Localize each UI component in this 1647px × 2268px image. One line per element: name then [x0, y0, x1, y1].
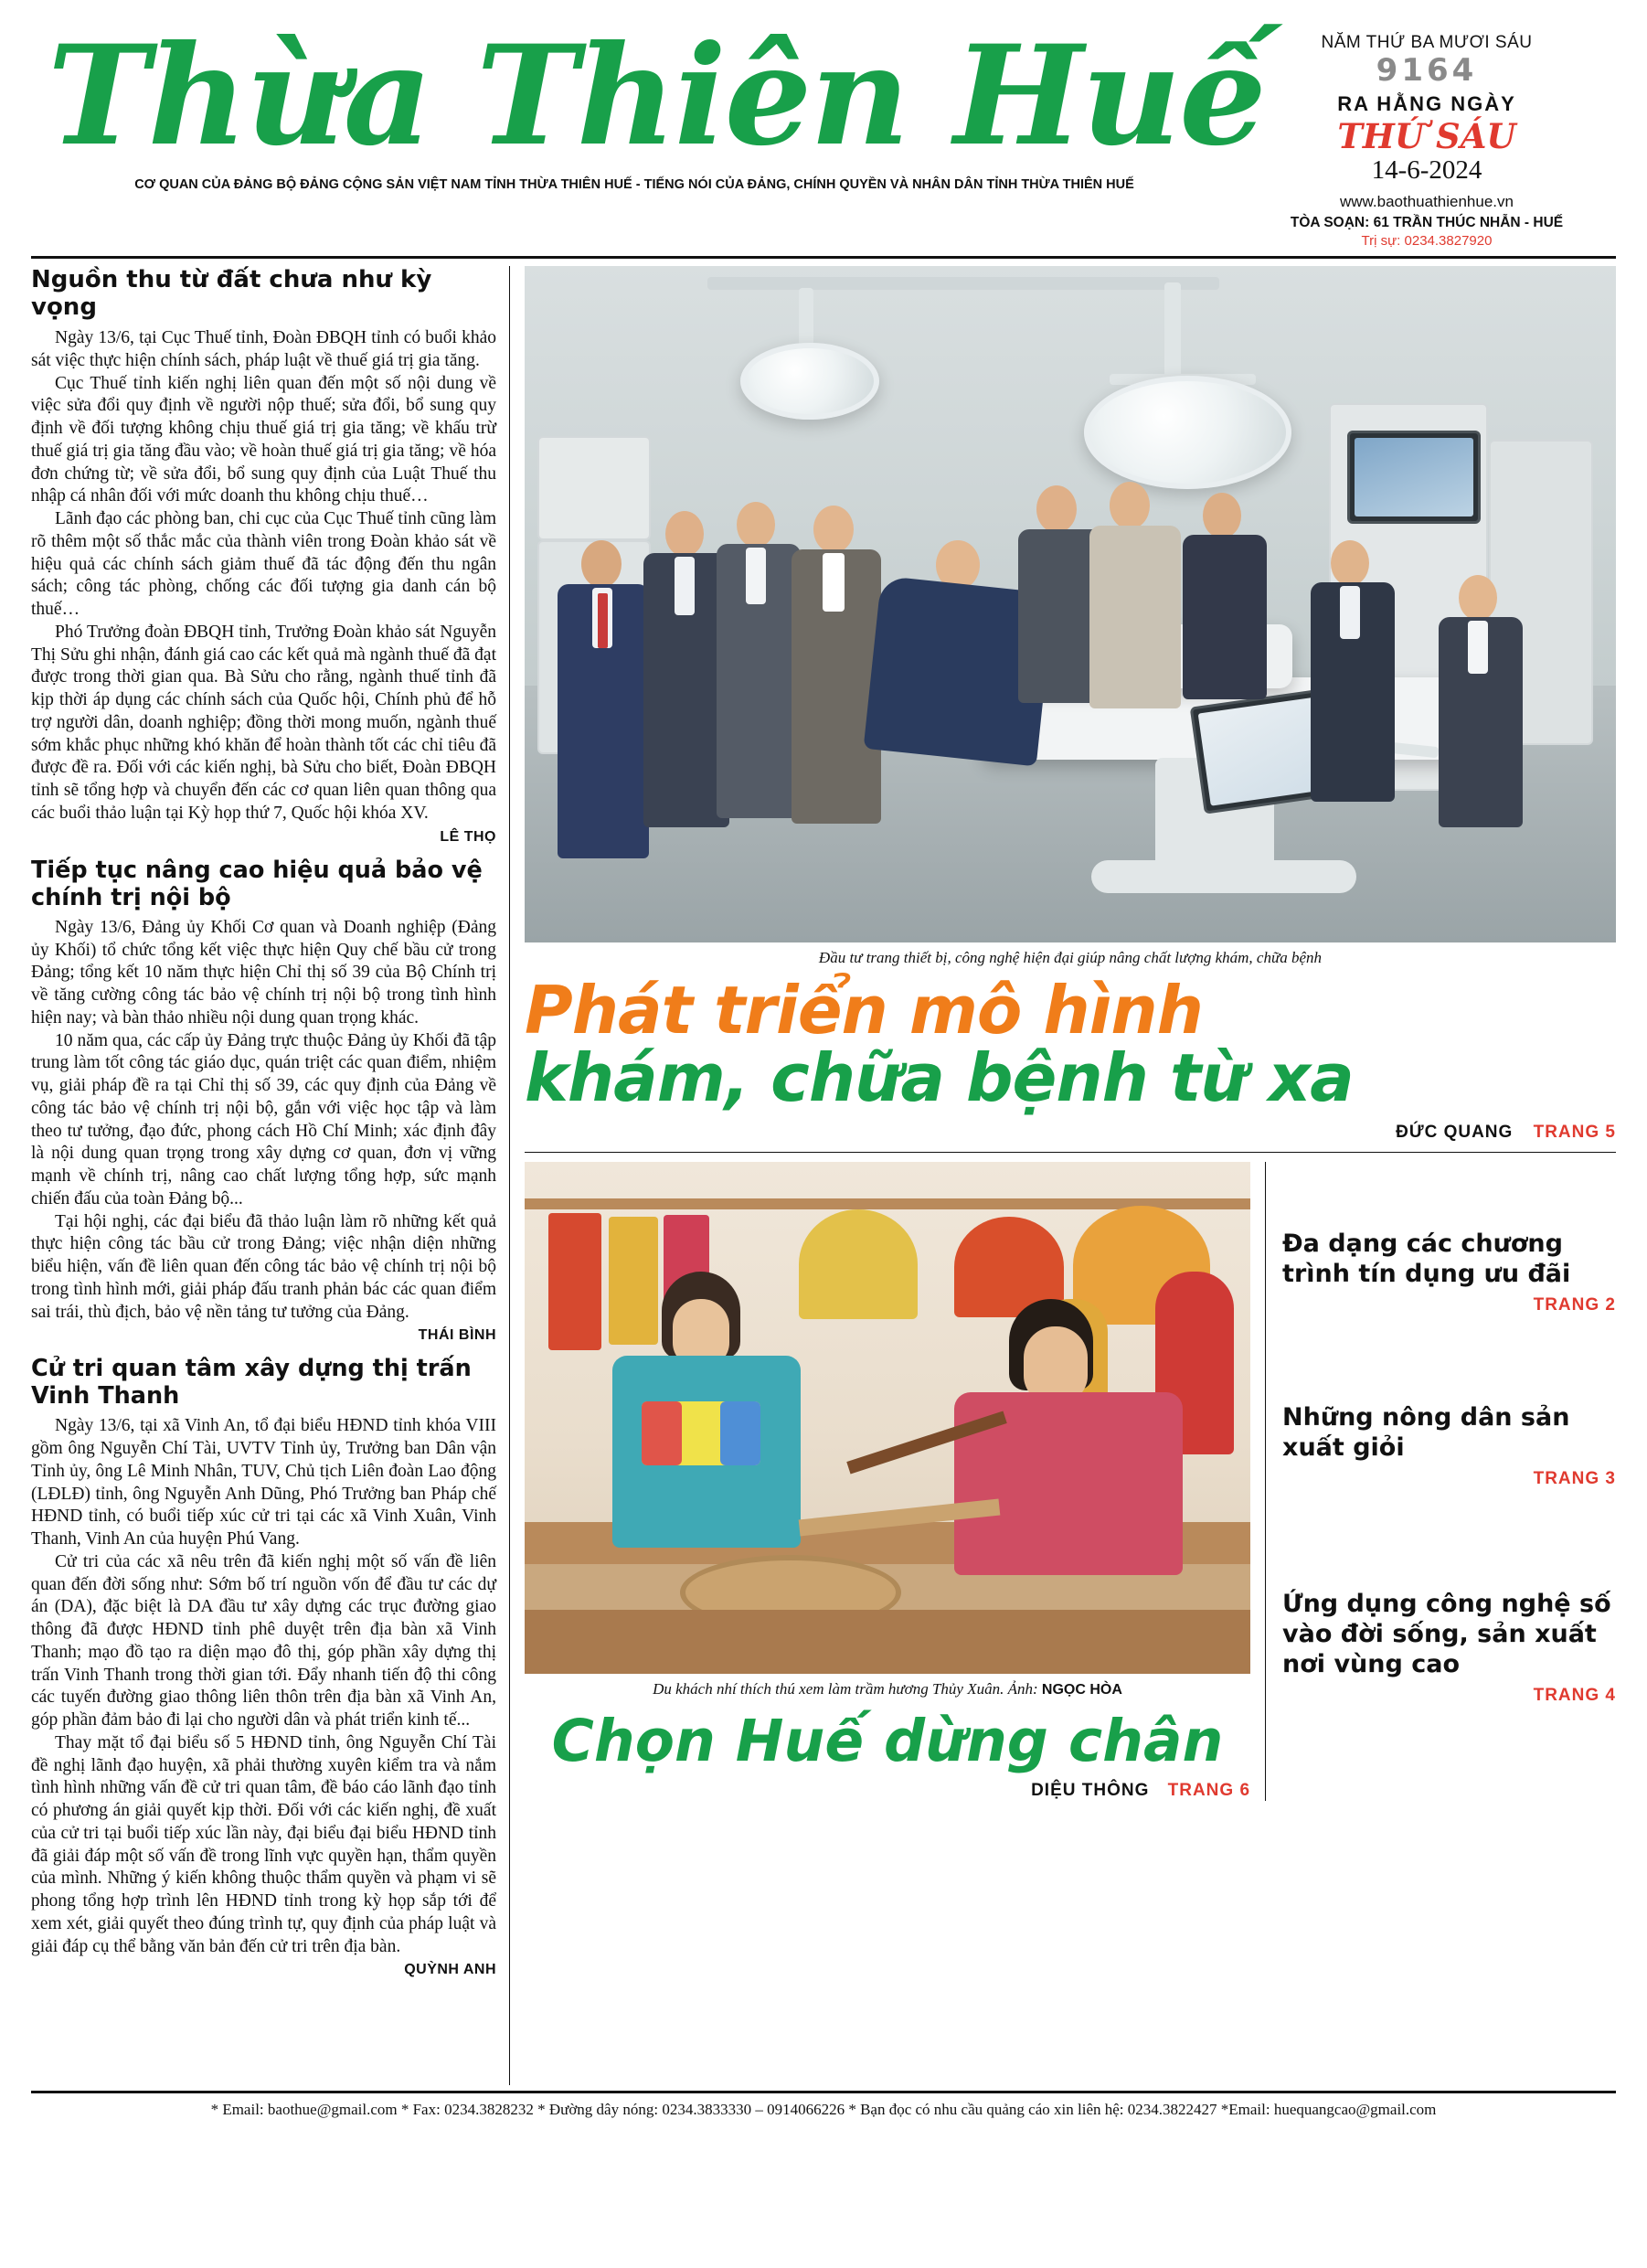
article-byline: THÁI BÌNH [418, 1327, 496, 1344]
main-headline-line1: Phát triển mô hình [525, 971, 1203, 1049]
main-photo-operating-room [525, 266, 1616, 942]
article-paragraph: Ngày 13/6, tại Cục Thuế tỉnh, Đoàn ĐBQH tỉnh có buổi khảo sát việc thực hiện chính sách, pháp luật về thuế giá trị gia tăng. [31, 328, 496, 370]
office-address: TÒA SOẠN: 61 TRẦN THÚC NHẪN - HUẾ [1290, 214, 1564, 230]
main-story-byline [525, 1123, 1616, 1143]
article-byline: LÊ THỌ [440, 828, 496, 845]
teaser-page-ref[interactable]: TRANG 2 [1533, 1294, 1616, 1315]
office-phone: Trị sự: 0234.3827920 [1361, 232, 1493, 249]
masthead-left [31, 16, 1265, 192]
article-paragraph: Tại hội nghị, các đại biểu đã thảo luận làm rõ những kết quả thực hiện công tác bầu cử trong Đảng; việc nhận diện những biểu hiện, vấn đề liên quan đến công tác bảo vệ chính trị nội bộ trong tình hình mới, giải pháp đấu tranh phản bác các quan điểm sai trái, thù địch, bảo vệ nền tảng tư tưởng của Đảng. [31, 1211, 496, 1322]
bottom-section [525, 1162, 1616, 1801]
issue-year-label: NĂM THỨ BA MƯƠI SÁU [1321, 33, 1533, 52]
secondary-story-byline [525, 1781, 1250, 1801]
teaser-item[interactable] [1282, 1590, 1616, 1706]
secondary-photo-incense [525, 1162, 1250, 1674]
teaser-title: Những nông dân sản xuất giỏi [1282, 1402, 1570, 1462]
article-headline[interactable]: Cử tri quan tâm xây dựng thị trấn Vinh Thanh [31, 1355, 472, 1411]
article-paragraph: Cử tri của các xã nêu trên đã kiến nghị một số vấn đề liên quan đến đời sống như: Sớm bố trí nguồn vốn để đầu tư các dự án (DA), đặc biệt là DA đầu tư xây dựng các trục đường giao thông đã được HĐND tỉnh phê duyệt trên địa bàn xã Vinh Thanh; mạo đồ tạo ra diện mạo đô thị, góp phần xây dựng thị trấn Vinh Thanh trong thời gian tới. Đẩy nhanh tiến độ thi công các tuyến đường giao thông liên thôn trên địa bàn xã Vinh An, góp phần đảm bảo đi lại cho người dân và phát triển kinh tế... [31, 1551, 496, 1730]
secondary-caption-text: Du khách nhí thích thú xem làm trầm hương Thủy Xuân. Ảnh: [653, 1680, 1042, 1698]
masthead [31, 16, 1616, 250]
right-column [510, 266, 1616, 2085]
teaser-page-ref[interactable]: TRANG 3 [1533, 1468, 1616, 1488]
page-title: Thừa Thiên Huế [48, 16, 1265, 176]
photo-credit: NGỌC HÒA [1041, 1682, 1122, 1698]
main-byline-name: ĐỨC QUANG [1396, 1123, 1514, 1143]
header-divider [31, 256, 1616, 259]
article-byline: QUỲNH ANH [404, 1962, 496, 1978]
article-vinh-thanh [31, 1355, 496, 1978]
content-area [31, 266, 1616, 2085]
secondary-headline[interactable]: Chọn Huế dừng chân [551, 1708, 1224, 1775]
article-political-protection [31, 857, 496, 1345]
article-headline[interactable]: Nguồn thu từ đất chưa như kỳ vọng [31, 265, 432, 322]
teaser-item[interactable] [1282, 1403, 1616, 1489]
publication-date: 14-6-2024 [1371, 154, 1482, 185]
issue-number: 9164 [1376, 52, 1478, 89]
masthead-subtitle: CƠ QUAN CỦA ĐẢNG BỘ ĐẢNG CỘNG SẢN VIỆT NAM TỈNH THỪA THIÊN HUẾ - TIẾNG NÓI CỦA ĐẢNG, CHÍNH QUYỀN VÀ NHÂN DÂN TỈNH THỪA THIÊN HUẾ [134, 177, 1134, 192]
left-column [31, 266, 510, 2085]
website-link[interactable]: www.baothuathienhue.vn [1340, 192, 1514, 210]
article-paragraph: Ngày 13/6, tại xã Vinh An, tổ đại biểu HĐND tỉnh khóa VIII gồm ông Nguyễn Chí Tài, UVTV Tỉnh ủy, Trưởng ban Dân vận Tỉnh ủy, ông Lê Minh Nhân, TUV, Chủ tịch Liên đoàn Lao động (LĐLĐ) tỉnh, ông Nguyễn Anh Dũng, Phó Trưởng ban Pháp chế HĐND tỉnh, có buổi tiếp xúc cử tri tại các xã Vinh Xuân, Vinh Thanh, Vinh An của huyện Phú Vang. [31, 1416, 496, 1549]
teaser-title: Đa dạng các chương trình tín dụng ưu đãi [1282, 1230, 1571, 1289]
teaser-title: Ứng dụng công nghệ số vào đời sống, sản xuất nơi vùng cao [1282, 1589, 1611, 1678]
teaser-column [1266, 1162, 1616, 1801]
article-paragraph: Ngày 13/6, Đảng ủy Khối Cơ quan và Doanh nghiệp (Đảng ủy Khối) tổ chức tổng kết việc thực hiện Quy chế bầu cử trong Đảng; tổng kết 10 năm thực hiện Chỉ thị số 39 của Bộ Chính trị về tăng cường công tác bảo vệ chính trị nội bộ trong tình hình hiện nay; và bàn thảo nhiều nội dung quan trọng khác. [31, 917, 496, 1028]
footer-contact: * Email: baothue@gmail.com * Fax: 0234.3828232 * Đường dây nóng: 0234.3833330 – 0914066226 * Bạn đọc có nhu cầu quảng cáo xin liên hệ: 0234.3822427 *Email: huequangcao@gmail.com [210, 2100, 1437, 2118]
article-paragraph: Thay mặt tổ đại biểu số 5 HĐND tỉnh, ông Nguyễn Chí Tài đề nghị lãnh đạo huyện, xã phải thường xuyên kiểm tra và nắm tình hình những vấn đề cử tri quan tâm, đề báo cáo lãnh đạo tỉnh có phương án giải quyết kịp thời. Đối với các kiến nghị, đề xuất của cử tri tại buổi tiếp xúc lần này, đại biểu đại biểu HĐND tỉnh đã giải đáp một số vấn đề trong lĩnh vực quyền hạn, thẩm quyền của mình. Những ý kiến không thuộc thẩm quyền và phạm vi sẽ phong tổng hợp trình lên HĐND tỉnh trong kỳ họp sắp tới để xem xét, giải quyết theo đúng trình tự, quy định của pháp luật và giải đáp cụ thể bằng văn bản đến cử tri trên địa bàn. [31, 1732, 496, 1956]
second-story [525, 1162, 1266, 1801]
weekday-label: THỨ SÁU [1337, 116, 1516, 157]
secondary-byline-name: DIỆU THÔNG [1031, 1781, 1150, 1801]
teaser-page-ref[interactable]: TRANG 4 [1533, 1685, 1616, 1705]
article-paragraph: 10 năm qua, các cấp ủy Đảng trực thuộc Đảng ủy Khối đã tập trung làm tốt công tác giáo dục, quán triệt các quan điểm, nhiệm vụ, giải pháp đề ra tại Chỉ thị số 39, các quy định của Đảng về công tác bảo vệ chính trị nội bộ, gắn với việc học tập và làm theo tư tưởng, đạo đức, phong cách Hồ Chí Minh; xác định đây là nội dung quan trọng trong xây dựng cơ quan, đơn vị vững mạnh về chính trị, nâng cao chất lượng tổng hợp, sức mạnh chiến đấu của toàn Đảng bộ... [31, 1030, 496, 1209]
secondary-photo-caption [525, 1680, 1250, 1698]
article-paragraph: Phó Trưởng đoàn ĐBQH tỉnh, Trưởng Đoàn khảo sát Nguyễn Thị Sửu ghi nhận, đánh giá cao các kết quả mà ngành thuế đã đạt được trong thời gian qua. Bà Sửu cho rằng, ngành thuế tỉnh đã kịp thời áp dụng các chính sách của Quốc hội, Chính phủ để hỗ trợ người dân, doanh nghiệp; đồng thời mong muốn, ngành thuế sớm khắc phục những khó khăn để hoàn thành tốt các chỉ tiêu đã được đề ra. Đối với các kiến nghị, bà Sửu cho biết, Đoàn ĐBQH tỉnh sẽ tổng hợp và chuyển đến các cơ quan liên quan thông qua các buổi thảo luận tại Kỳ họp thứ 7, Quốc hội khóa XV. [31, 622, 496, 823]
masthead-right [1238, 24, 1616, 249]
article-paragraph: Lãnh đạo các phòng ban, chi cục của Cục Thuế tỉnh cũng làm rõ thêm một số thắc mắc của thành viên trong Đoàn khảo sát về hiệu quả các chính sách giảm thuế đã tác động đến thu ngân sách; công tác phòng, chống các đối tượng gia danh cán bộ thuế… [31, 509, 496, 620]
main-photo-caption: Đầu tư trang thiết bị, công nghệ hiện đại giúp nâng chất lượng khám, chữa bệnh [818, 948, 1323, 966]
secondary-page-ref[interactable]: TRANG 6 [1167, 1781, 1251, 1801]
article-tax-revenue [31, 266, 496, 846]
main-headline-line2: khám, chữa bệnh từ xa [525, 1038, 1354, 1116]
main-headline[interactable] [525, 971, 1616, 1116]
article-headline[interactable]: Tiếp tục nâng cao hiệu quả bảo vệ chính trị nội bộ [31, 856, 483, 911]
article-paragraph: Cục Thuế tỉnh kiến nghị liên quan đến một số nội dung về việc sửa đổi quy định về người nộp thuế; sửa đổi, bổ sung quy định về đối tượng không chịu thuế giá trị gia tăng; về khấu trừ thuế giá trị gia tăng đầu vào; về hoàn thuế giá trị gia tăng; về hóa đơn chứng từ; về sửa đổi, bổ sung quy định của Luật Thuế thu nhập cá nhân đối với mức doanh thu không chịu thuế… [31, 373, 496, 506]
section-divider [525, 1152, 1616, 1153]
main-page-ref[interactable]: TRANG 5 [1533, 1123, 1616, 1143]
frequency-label: RA HẰNG NGÀY [1337, 92, 1516, 116]
teaser-item[interactable] [1282, 1230, 1616, 1315]
